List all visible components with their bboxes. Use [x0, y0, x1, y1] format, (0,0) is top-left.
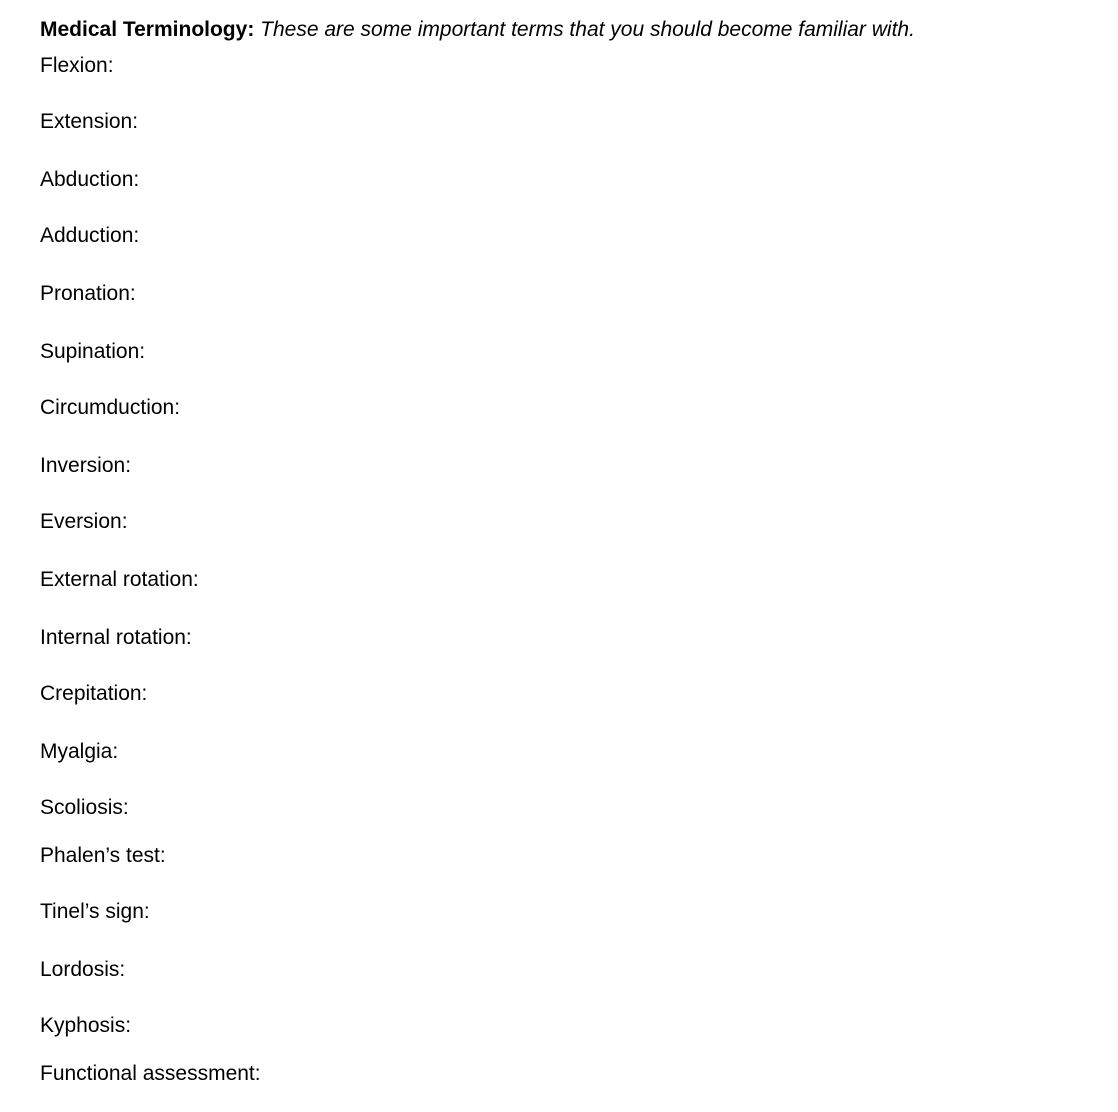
section-heading — [40, 17, 915, 43]
term-extension: Extension: — [40, 110, 139, 133]
term-external-rotation: External rotation: — [40, 568, 199, 591]
term-supination: Supination: — [40, 340, 146, 363]
term-pronation: Pronation: — [40, 282, 136, 305]
term-lordosis: Lordosis: — [40, 958, 126, 981]
term-myalgia: Myalgia: — [40, 740, 119, 763]
heading-instruction: These are some important terms that you should become familiar with. — [260, 18, 915, 41]
term-crepitation: Crepitation: — [40, 682, 148, 705]
term-kyphosis: Kyphosis: — [40, 1014, 132, 1037]
term-internal-rotation: Internal rotation: — [40, 626, 192, 649]
term-scoliosis: Scoliosis: — [40, 796, 129, 819]
term-functional-assessment: Functional assessment: — [40, 1062, 261, 1085]
term-phalens-test: Phalen’s test: — [40, 844, 166, 867]
term-inversion: Inversion: — [40, 454, 132, 477]
heading-label: Medical Terminology: — [40, 18, 255, 41]
term-abduction: Abduction: — [40, 168, 140, 191]
term-flexion: Flexion: — [40, 54, 114, 77]
term-eversion: Eversion: — [40, 510, 128, 533]
term-adduction: Adduction: — [40, 224, 140, 247]
term-tinels-sign: Tinel’s sign: — [40, 900, 150, 923]
term-circumduction: Circumduction: — [40, 396, 181, 419]
